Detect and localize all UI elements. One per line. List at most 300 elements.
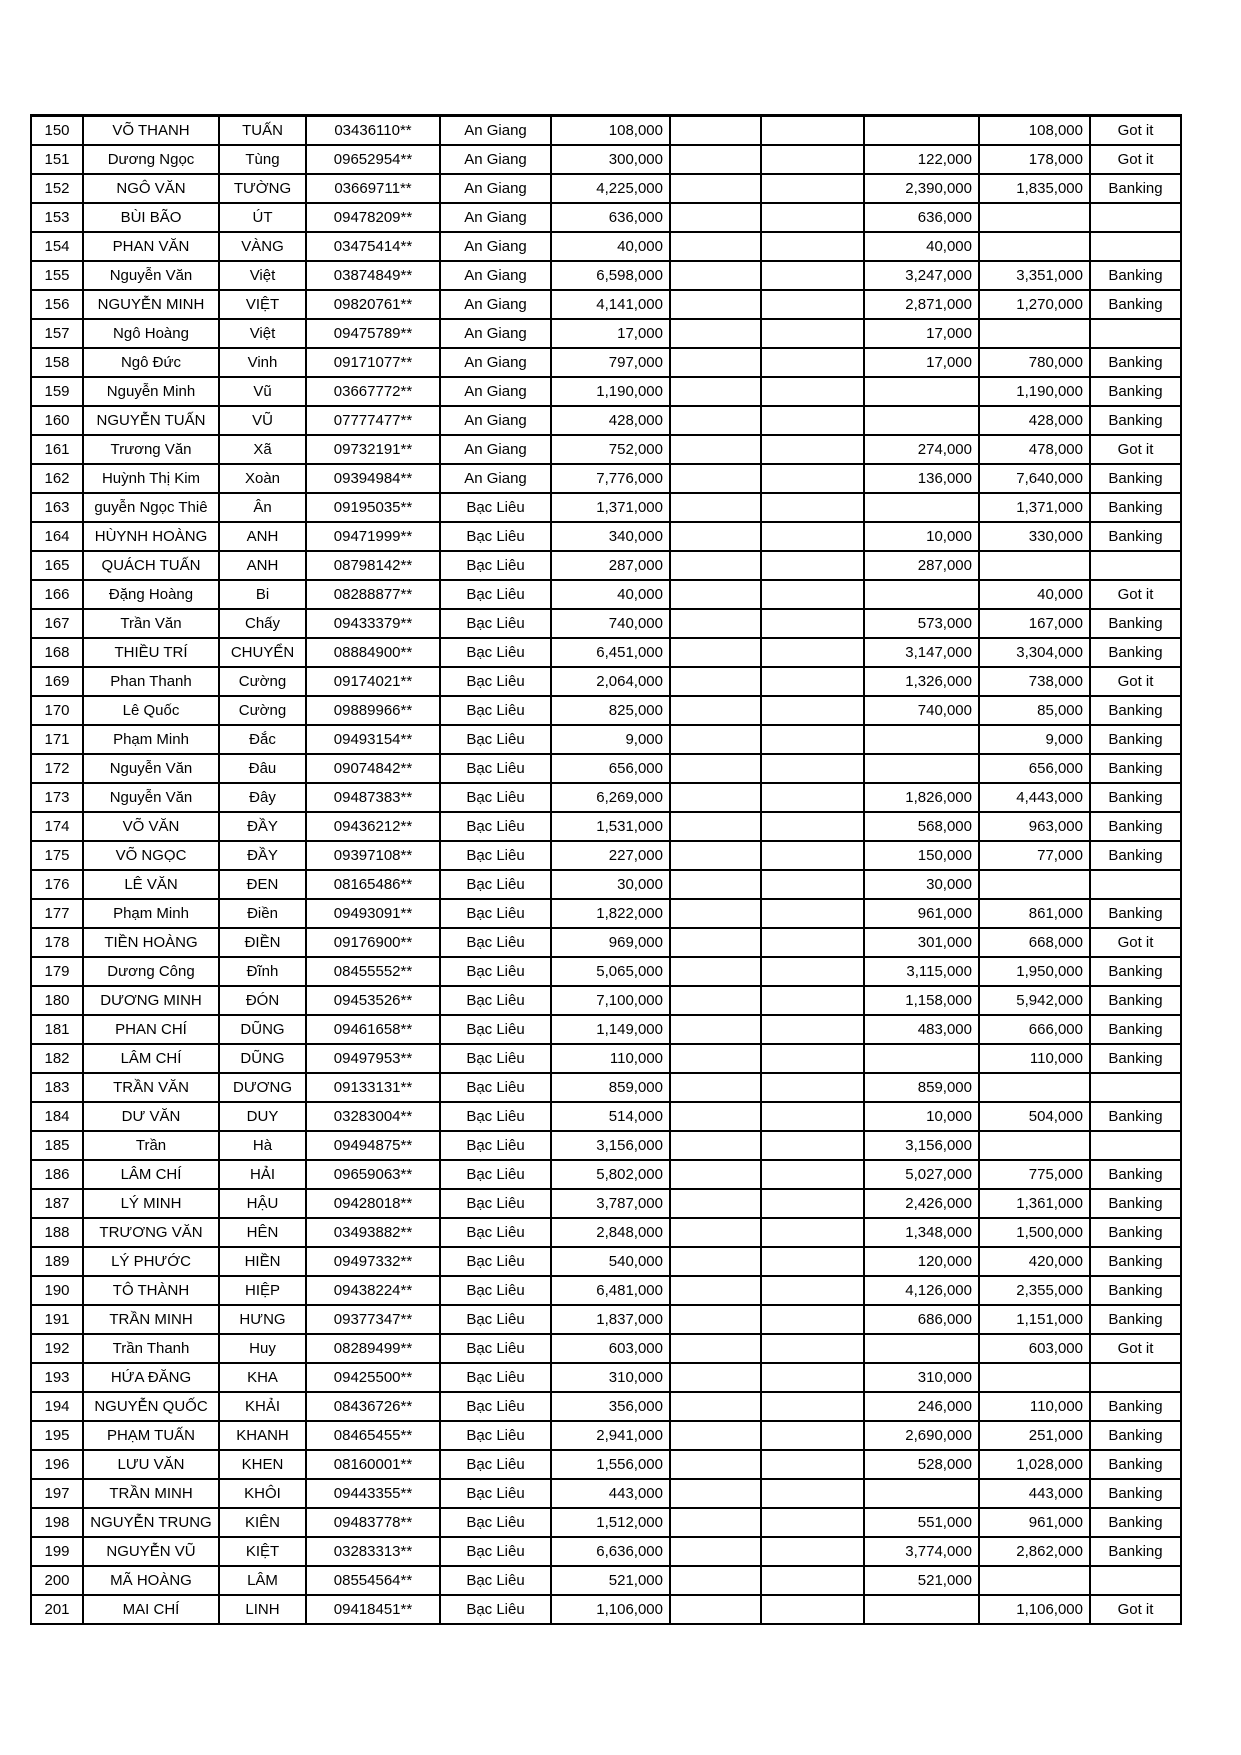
blank-1-cell [670,1392,761,1421]
province-cell: Bạc Liêu [440,551,551,580]
province-cell: An Giang [440,174,551,203]
blank-1-cell [670,1537,761,1566]
recipient-table [30,114,1182,1625]
first-name-cell: TRẦN MINH [83,1305,219,1334]
province-cell: Bạc Liêu [440,783,551,812]
amount-3-cell: 775,000 [979,1160,1090,1189]
blank-1-cell [670,116,761,145]
amount-1-cell: 428,000 [551,406,670,435]
blank-2-cell [761,638,864,667]
phone-number-cell: 08436726** [306,1392,440,1421]
blank-2-cell [761,1508,864,1537]
last-name-cell: Cường [219,696,306,725]
first-name-cell: LÝ MINH [83,1189,219,1218]
amount-1-cell: 1,556,000 [551,1450,670,1479]
status-cell: Banking [1090,261,1181,290]
amount-3-cell: 1,190,000 [979,377,1090,406]
amount-3-cell [979,203,1090,232]
province-cell: An Giang [440,435,551,464]
blank-2-cell [761,1073,864,1102]
phone-number-cell: 03493882** [306,1218,440,1247]
amount-2-cell: 5,027,000 [864,1160,979,1189]
status-cell: Banking [1090,783,1181,812]
status-cell: Banking [1090,899,1181,928]
amount-1-cell: 40,000 [551,580,670,609]
row-number-cell: 162 [31,464,83,493]
table-row [31,406,1181,435]
blank-2-cell [761,116,864,145]
amount-3-cell: 443,000 [979,1479,1090,1508]
amount-1-cell: 356,000 [551,1392,670,1421]
status-cell: Banking [1090,1218,1181,1247]
amount-2-cell: 636,000 [864,203,979,232]
amount-1-cell: 227,000 [551,841,670,870]
row-number-cell: 181 [31,1015,83,1044]
status-cell: Banking [1090,493,1181,522]
blank-2-cell [761,870,864,899]
row-number-cell: 191 [31,1305,83,1334]
amount-1-cell: 30,000 [551,870,670,899]
table-row [31,348,1181,377]
row-number-cell: 192 [31,1334,83,1363]
row-number-cell: 188 [31,1218,83,1247]
table-row [31,1015,1181,1044]
row-number-cell: 180 [31,986,83,1015]
amount-1-cell: 6,481,000 [551,1276,670,1305]
row-number-cell: 153 [31,203,83,232]
first-name-cell: TIỀN HOÀNG [83,928,219,957]
status-cell: Banking [1090,290,1181,319]
province-cell: Bạc Liêu [440,1450,551,1479]
blank-1-cell [670,145,761,174]
amount-2-cell: 150,000 [864,841,979,870]
table-row [31,1305,1181,1334]
amount-1-cell: 9,000 [551,725,670,754]
blank-1-cell [670,638,761,667]
amount-1-cell: 1,837,000 [551,1305,670,1334]
blank-2-cell [761,986,864,1015]
row-number-cell: 195 [31,1421,83,1450]
phone-number-cell: 03436110** [306,116,440,145]
status-cell [1090,1131,1181,1160]
amount-2-cell: 568,000 [864,812,979,841]
blank-2-cell [761,1566,864,1595]
amount-3-cell: 9,000 [979,725,1090,754]
last-name-cell: HÊN [219,1218,306,1247]
first-name-cell: Dương Công [83,957,219,986]
last-name-cell: Hà [219,1131,306,1160]
status-cell: Banking [1090,1189,1181,1218]
amount-2-cell: 521,000 [864,1566,979,1595]
blank-2-cell [761,406,864,435]
amount-1-cell: 540,000 [551,1247,670,1276]
phone-number-cell: 09195035** [306,493,440,522]
amount-1-cell: 603,000 [551,1334,670,1363]
province-cell: Bạc Liêu [440,493,551,522]
blank-2-cell [761,1247,864,1276]
blank-1-cell [670,1131,761,1160]
phone-number-cell: 08289499** [306,1334,440,1363]
status-cell [1090,1073,1181,1102]
last-name-cell: ĐEN [219,870,306,899]
phone-number-cell: 09461658** [306,1015,440,1044]
phone-number-cell: 09176900** [306,928,440,957]
table-row [31,899,1181,928]
status-cell [1090,1363,1181,1392]
first-name-cell: DƯƠNG MINH [83,986,219,1015]
amount-1-cell: 40,000 [551,232,670,261]
amount-1-cell: 4,141,000 [551,290,670,319]
phone-number-cell: 08798142** [306,551,440,580]
blank-1-cell [670,1044,761,1073]
amount-2-cell: 246,000 [864,1392,979,1421]
first-name-cell: Trương Văn [83,435,219,464]
province-cell: Bạc Liêu [440,1537,551,1566]
table-row [31,232,1181,261]
table-row [31,1363,1181,1392]
status-cell [1090,551,1181,580]
first-name-cell: NGUYỄN VŨ [83,1537,219,1566]
last-name-cell: TƯỜNG [219,174,306,203]
blank-1-cell [670,1305,761,1334]
row-number-cell: 158 [31,348,83,377]
blank-2-cell [761,1218,864,1247]
amount-3-cell: 1,371,000 [979,493,1090,522]
first-name-cell: Nguyễn Văn [83,754,219,783]
amount-2-cell: 3,115,000 [864,957,979,986]
blank-2-cell [761,145,864,174]
province-cell: Bạc Liêu [440,928,551,957]
blank-2-cell [761,435,864,464]
blank-2-cell [761,1102,864,1131]
amount-3-cell: 603,000 [979,1334,1090,1363]
last-name-cell: VIỆT [219,290,306,319]
amount-2-cell: 3,247,000 [864,261,979,290]
phone-number-cell: 09493154** [306,725,440,754]
amount-1-cell: 5,065,000 [551,957,670,986]
table-row [31,377,1181,406]
phone-number-cell: 09438224** [306,1276,440,1305]
last-name-cell: KHANH [219,1421,306,1450]
first-name-cell: HỨA ĐĂNG [83,1363,219,1392]
province-cell: Bạc Liêu [440,1160,551,1189]
phone-number-cell: 09443355** [306,1479,440,1508]
table-row [31,1537,1181,1566]
amount-1-cell: 740,000 [551,609,670,638]
amount-2-cell: 1,326,000 [864,667,979,696]
amount-1-cell: 3,787,000 [551,1189,670,1218]
amount-2-cell: 17,000 [864,348,979,377]
row-number-cell: 175 [31,841,83,870]
blank-1-cell [670,957,761,986]
phone-number-cell: 09494875** [306,1131,440,1160]
blank-1-cell [670,551,761,580]
status-cell: Banking [1090,754,1181,783]
status-cell: Got it [1090,667,1181,696]
province-cell: Bạc Liêu [440,696,551,725]
amount-3-cell: 108,000 [979,116,1090,145]
blank-1-cell [670,725,761,754]
amount-1-cell: 1,190,000 [551,377,670,406]
status-cell [1090,319,1181,348]
first-name-cell: Phan Thanh [83,667,219,696]
table-row [31,116,1181,145]
blank-1-cell [670,261,761,290]
status-cell: Banking [1090,348,1181,377]
first-name-cell: PHẠM TUẤN [83,1421,219,1450]
first-name-cell: TRẦN VĂN [83,1073,219,1102]
blank-1-cell [670,435,761,464]
status-cell [1090,232,1181,261]
last-name-cell: Việt [219,261,306,290]
blank-2-cell [761,725,864,754]
phone-number-cell: 09652954** [306,145,440,174]
amount-1-cell: 300,000 [551,145,670,174]
last-name-cell: Vũ [219,377,306,406]
status-cell: Banking [1090,638,1181,667]
province-cell: Bạc Liêu [440,609,551,638]
last-name-cell: Bi [219,580,306,609]
first-name-cell: PHAN VĂN [83,232,219,261]
first-name-cell: QUÁCH TUẤN [83,551,219,580]
table-row [31,1247,1181,1276]
amount-3-cell [979,870,1090,899]
amount-2-cell: 3,774,000 [864,1537,979,1566]
province-cell: An Giang [440,203,551,232]
blank-1-cell [670,1595,761,1624]
blank-2-cell [761,928,864,957]
amount-2-cell: 2,390,000 [864,174,979,203]
table-row [31,174,1181,203]
row-number-cell: 161 [31,435,83,464]
amount-2-cell [864,580,979,609]
table-row [31,1189,1181,1218]
blank-1-cell [670,783,761,812]
last-name-cell: DŨNG [219,1015,306,1044]
table-row [31,783,1181,812]
amount-2-cell: 136,000 [864,464,979,493]
table-row [31,522,1181,551]
phone-number-cell: 09497332** [306,1247,440,1276]
first-name-cell: MAI CHÍ [83,1595,219,1624]
amount-3-cell: 963,000 [979,812,1090,841]
blank-1-cell [670,986,761,1015]
phone-number-cell: 09428018** [306,1189,440,1218]
amount-2-cell: 1,158,000 [864,986,979,1015]
phone-number-cell: 03283004** [306,1102,440,1131]
amount-1-cell: 2,064,000 [551,667,670,696]
province-cell: Bạc Liêu [440,812,551,841]
last-name-cell: Cường [219,667,306,696]
table-row [31,290,1181,319]
amount-2-cell: 1,348,000 [864,1218,979,1247]
amount-2-cell: 17,000 [864,319,979,348]
blank-2-cell [761,174,864,203]
amount-3-cell [979,232,1090,261]
amount-2-cell: 483,000 [864,1015,979,1044]
last-name-cell: Tùng [219,145,306,174]
row-number-cell: 172 [31,754,83,783]
blank-2-cell [761,464,864,493]
last-name-cell: Xoàn [219,464,306,493]
row-number-cell: 157 [31,319,83,348]
province-cell: Bạc Liêu [440,870,551,899]
first-name-cell: VÕ VĂN [83,812,219,841]
amount-3-cell: 77,000 [979,841,1090,870]
row-number-cell: 185 [31,1131,83,1160]
row-number-cell: 165 [31,551,83,580]
blank-1-cell [670,290,761,319]
phone-number-cell: 09487383** [306,783,440,812]
amount-1-cell: 2,848,000 [551,1218,670,1247]
first-name-cell: Trần [83,1131,219,1160]
amount-2-cell: 287,000 [864,551,979,580]
table-row [31,667,1181,696]
status-cell: Banking [1090,377,1181,406]
last-name-cell: HIỆP [219,1276,306,1305]
amount-2-cell: 1,826,000 [864,783,979,812]
phone-number-cell: 09889966** [306,696,440,725]
first-name-cell: Đặng Hoàng [83,580,219,609]
table-row [31,841,1181,870]
blank-1-cell [670,319,761,348]
table-row [31,1131,1181,1160]
table-row [31,580,1181,609]
amount-3-cell: 861,000 [979,899,1090,928]
status-cell: Banking [1090,406,1181,435]
amount-3-cell: 666,000 [979,1015,1090,1044]
blank-2-cell [761,667,864,696]
table-row [31,812,1181,841]
amount-3-cell: 2,862,000 [979,1537,1090,1566]
amount-3-cell: 478,000 [979,435,1090,464]
amount-2-cell: 122,000 [864,145,979,174]
blank-1-cell [670,493,761,522]
first-name-cell: LÂM CHÍ [83,1160,219,1189]
province-cell: Bạc Liêu [440,1247,551,1276]
last-name-cell: ĐẦY [219,841,306,870]
row-number-cell: 190 [31,1276,83,1305]
amount-3-cell: 1,106,000 [979,1595,1090,1624]
row-number-cell: 160 [31,406,83,435]
last-name-cell: DƯƠNG [219,1073,306,1102]
table-row [31,1566,1181,1595]
status-cell: Banking [1090,1044,1181,1073]
last-name-cell: ĐẦY [219,812,306,841]
status-cell [1090,1566,1181,1595]
phone-number-cell: 09433379** [306,609,440,638]
province-cell: An Giang [440,116,551,145]
table-row [31,464,1181,493]
amount-2-cell: 40,000 [864,232,979,261]
amount-2-cell [864,754,979,783]
last-name-cell: Đây [219,783,306,812]
amount-3-cell: 2,355,000 [979,1276,1090,1305]
blank-2-cell [761,812,864,841]
table-row [31,1073,1181,1102]
amount-3-cell [979,551,1090,580]
province-cell: Bạc Liêu [440,1363,551,1392]
row-number-cell: 178 [31,928,83,957]
amount-1-cell: 797,000 [551,348,670,377]
status-cell: Banking [1090,1305,1181,1334]
row-number-cell: 156 [31,290,83,319]
blank-2-cell [761,609,864,638]
province-cell: Bạc Liêu [440,1044,551,1073]
last-name-cell: KHẢI [219,1392,306,1421]
amount-1-cell: 110,000 [551,1044,670,1073]
amount-3-cell: 3,351,000 [979,261,1090,290]
last-name-cell: TUẤN [219,116,306,145]
blank-2-cell [761,1450,864,1479]
blank-2-cell [761,348,864,377]
amount-2-cell: 310,000 [864,1363,979,1392]
last-name-cell: Đắc [219,725,306,754]
row-number-cell: 194 [31,1392,83,1421]
row-number-cell: 168 [31,638,83,667]
status-cell [1090,870,1181,899]
amount-3-cell: 1,361,000 [979,1189,1090,1218]
table-row [31,145,1181,174]
first-name-cell: NGUYỄN TUẤN [83,406,219,435]
amount-3-cell: 961,000 [979,1508,1090,1537]
province-cell: Bạc Liêu [440,957,551,986]
amount-1-cell: 1,531,000 [551,812,670,841]
amount-2-cell [864,1334,979,1363]
row-number-cell: 189 [31,1247,83,1276]
blank-1-cell [670,1479,761,1508]
table-row [31,754,1181,783]
phone-number-cell: 08554564** [306,1566,440,1595]
first-name-cell: Ngô Hoàng [83,319,219,348]
amount-3-cell: 1,151,000 [979,1305,1090,1334]
status-cell [1090,203,1181,232]
blank-1-cell [670,667,761,696]
amount-3-cell: 1,950,000 [979,957,1090,986]
phone-number-cell: 03283313** [306,1537,440,1566]
table-row [31,928,1181,957]
status-cell: Banking [1090,1015,1181,1044]
phone-number-cell: 08465455** [306,1421,440,1450]
first-name-cell: NGUYỄN QUỐC [83,1392,219,1421]
first-name-cell: TRẦN MINH [83,1479,219,1508]
amount-2-cell: 2,690,000 [864,1421,979,1450]
table-row [31,609,1181,638]
province-cell: Bạc Liêu [440,1334,551,1363]
blank-1-cell [670,232,761,261]
status-cell: Got it [1090,435,1181,464]
blank-1-cell [670,1102,761,1131]
last-name-cell: DŨNG [219,1044,306,1073]
status-cell: Banking [1090,986,1181,1015]
blank-1-cell [670,899,761,928]
table-row [31,1479,1181,1508]
blank-1-cell [670,580,761,609]
table-row [31,696,1181,725]
province-cell: Bạc Liêu [440,1421,551,1450]
blank-2-cell [761,1160,864,1189]
blank-1-cell [670,928,761,957]
table-row [31,638,1181,667]
amount-2-cell: 30,000 [864,870,979,899]
blank-1-cell [670,1508,761,1537]
blank-1-cell [670,754,761,783]
blank-1-cell [670,1218,761,1247]
last-name-cell: Đâu [219,754,306,783]
province-cell: Bạc Liêu [440,841,551,870]
amount-3-cell: 420,000 [979,1247,1090,1276]
table-row [31,1508,1181,1537]
